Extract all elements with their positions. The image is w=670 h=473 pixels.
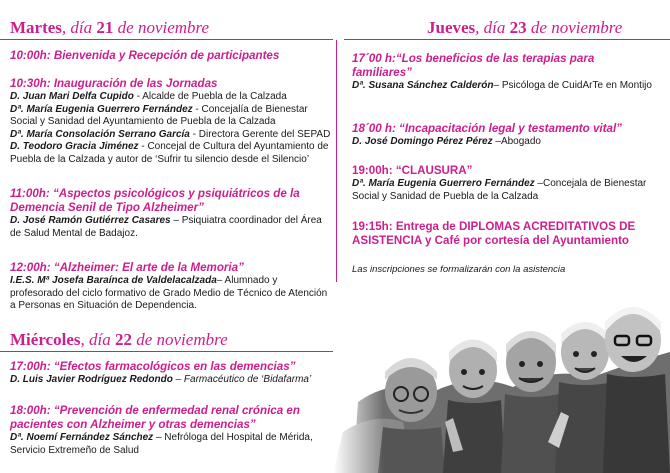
event-miercoles-2 bbox=[10, 404, 332, 457]
header-jueves: Jueves, día 23 de noviembre bbox=[427, 18, 623, 37]
speaker: Dª. María Consolación Serrano García - Directora Gerente del SEPAD bbox=[10, 128, 331, 140]
event-jueves-4 bbox=[352, 220, 652, 248]
event-martes-3 bbox=[10, 187, 332, 240]
speaker: Dª. María Eugenia Guerrero Fernández - Concejalía de Bienestar Social y Sanidad del Ayuntamiento de Puebla de la Calzada bbox=[10, 103, 308, 127]
event-title: 17:00h: “Efectos farmacológicos en las demencias” bbox=[10, 360, 296, 373]
speaker: I.E.S. Mª Josefa Baraínca de Valdelacalzada– Alumnado y profesorado del ciclo formativo de Grado Medio de Técnico de Atención a Personas en Situación de Dependencia. bbox=[10, 275, 328, 311]
header-day: Miércoles bbox=[10, 330, 81, 349]
event-martes-2 bbox=[10, 77, 332, 166]
event-title: 19:00h: “CLAUSURA” bbox=[352, 164, 473, 177]
speaker: Dª. María Eugenia Guerrero Fernández –Concejala de Bienestar Social y Sanidad de Puebla de la Calzada bbox=[352, 178, 647, 202]
event-title: 19:15h: Entrega de DIPLOMAS ACREDITATIVOS DE ASISTENCIA y Café por cortesía del Ayuntamiento bbox=[352, 220, 636, 247]
event-title: 11:00h: “Aspectos psicológicos y psiquiátricos de la Demencia Senil de Tipo Alzheimer” bbox=[10, 187, 300, 214]
event-jueves-1 bbox=[352, 52, 652, 93]
column-divider bbox=[336, 40, 337, 284]
speaker: D. Luis Javier Rodríguez Redondo – Farmacéutico de ‘Bidafarma’ bbox=[10, 374, 312, 385]
speaker: D. Teodoro Gracia Jiménez - Concejal de Cultura del Ayuntamiento de Puebla de la Calzada y autor de ‘Sufrir tu silencio desde el Silencio’ bbox=[10, 141, 329, 165]
divider bbox=[0, 351, 333, 352]
divider bbox=[0, 39, 333, 40]
speaker: D. José Domingo Pérez Pérez –Abogado bbox=[352, 136, 541, 147]
header-day: Martes bbox=[10, 18, 62, 37]
event-martes-4 bbox=[10, 261, 332, 313]
event-title: 10:00h: Bienvenida y Recepción de participantes bbox=[10, 49, 280, 62]
header-day: Jueves bbox=[427, 18, 476, 37]
event-jueves-3 bbox=[352, 164, 652, 203]
event-title: 18:00h: “Prevención de enfermedad renal crónica en pacientes con Alzheimer y otras demencias” bbox=[10, 404, 300, 431]
event-martes-1 bbox=[10, 49, 328, 63]
header-martes: Martes, día 21 de noviembre bbox=[10, 18, 210, 37]
header-miercoles: Miércoles, día 22 de noviembre bbox=[10, 330, 228, 349]
event-title: 17´00 h:“Los beneficios de las terapias para familiares” bbox=[352, 52, 595, 79]
event-title: 12:00h: “Alzheimer: El arte de la Memoria” bbox=[10, 261, 244, 274]
event-miercoles-1 bbox=[10, 360, 332, 387]
speaker: D. José Ramón Gutiérrez Casares – Psiquiatra coordinador del Área de Salud Mental de Badajoz. bbox=[10, 215, 322, 239]
group-photo-image bbox=[333, 282, 670, 473]
event-title: 10:30h: Inauguración de las Jornadas bbox=[10, 77, 218, 90]
event-title: 18´00 h: “Incapacitación legal y testamento vital” bbox=[352, 122, 622, 135]
speaker: Dª. Susana Sánchez Calderón– Psicóloga de CuidArTe en Montijo bbox=[352, 80, 652, 91]
registration-note: Las inscripciones se formalizarán con la asistencia bbox=[352, 264, 566, 275]
speaker: D. Juan Mari Delfa Cupido - Alcalde de Puebla de la Calzada bbox=[10, 91, 287, 102]
speaker: Dª. Noemí Fernández Sánchez – Nefróloga del Hospital de Mérida, Servicio Extremeño de Salud bbox=[10, 432, 313, 456]
divider bbox=[344, 39, 670, 40]
event-jueves-2 bbox=[352, 122, 652, 149]
